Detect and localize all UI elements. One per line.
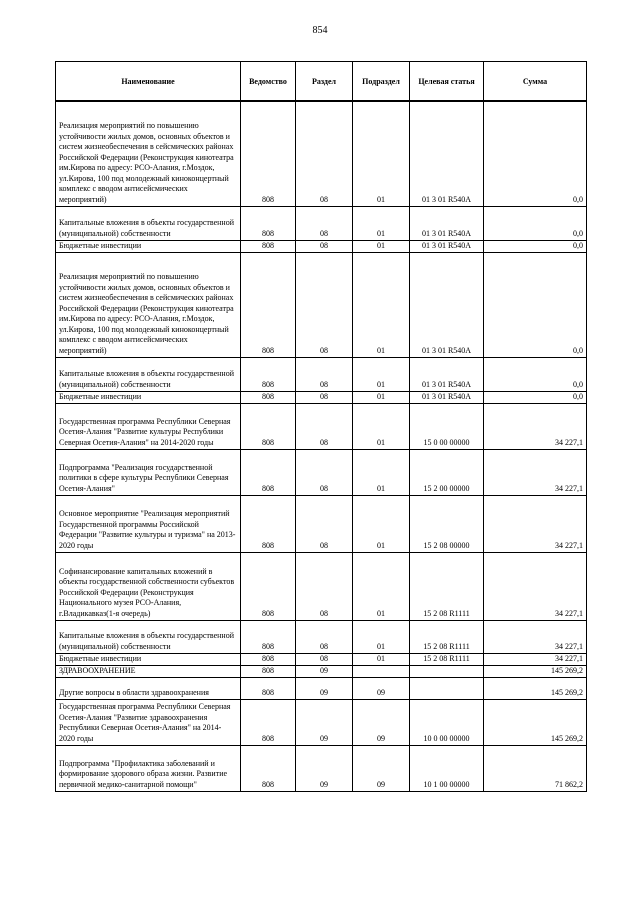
table-row: [56, 206, 587, 240]
row-podrazdel: 09: [353, 745, 410, 791]
row-name: Основное мероприятие "Реализация мероприятий Государственной программы Российской Федерации "Развитие культуры и туризма" на 2013-2020 годы: [56, 495, 241, 552]
row-podrazdel: 01: [353, 620, 410, 653]
table-row: [56, 665, 587, 677]
row-ved: 808: [241, 357, 296, 391]
table-row: [56, 495, 587, 552]
row-summa: 34 227,1: [484, 495, 587, 552]
row-razdel: 08: [296, 357, 353, 391]
row-razdel: 08: [296, 620, 353, 653]
row-name: Капитальные вложения в объекты государственной (муниципальной) собственности: [56, 206, 241, 240]
row-summa: 0,0: [484, 357, 587, 391]
row-name: ЗДРАВООХРАНЕНИЕ: [56, 665, 241, 677]
row-ved: 808: [241, 391, 296, 403]
row-ved: 808: [241, 677, 296, 699]
row-summa: 0,0: [484, 240, 587, 252]
row-podrazdel: 01: [353, 403, 410, 449]
budget-table: [55, 61, 587, 792]
row-cel: 15 2 08 R1111: [410, 653, 484, 665]
row-summa: 0,0: [484, 252, 587, 357]
page-number: 854: [312, 25, 328, 36]
row-razdel: 08: [296, 495, 353, 552]
row-ved: 808: [241, 665, 296, 677]
row-razdel: 08: [296, 240, 353, 252]
row-podrazdel: 01: [353, 552, 410, 620]
header-razdel: Раздел: [296, 62, 353, 102]
row-cel: 01 3 01 R540A: [410, 357, 484, 391]
table-row: [56, 699, 587, 745]
row-cel: 01 3 01 R540A: [410, 240, 484, 252]
row-razdel: 08: [296, 101, 353, 206]
row-summa: 0,0: [484, 206, 587, 240]
row-podrazdel: [353, 665, 410, 677]
row-ved: 808: [241, 206, 296, 240]
row-name: Софинансирование капитальных вложений в объекты государственной собственности субъектов Российской Федерации (Реконструкция Национального музея РСО-Алания, г.Владикавказ(1-я очередь): [56, 552, 241, 620]
row-razdel: 08: [296, 391, 353, 403]
row-summa: 0,0: [484, 101, 587, 206]
row-summa: 34 227,1: [484, 403, 587, 449]
row-name: Реализация мероприятий по повышению устойчивости жилых домов, основных объектов и систем жизнеобеспечения в сейсмических районах Российской Федерации (Реконструкция кинотеатра им.Кирова по адресу: РСО-Алания, г.Моздок, ул.Кирова, 100 под молодежный киноконцертный комплекс с вводом антисейсмических мероприятий): [56, 252, 241, 357]
row-razdel: 08: [296, 552, 353, 620]
row-razdel: 08: [296, 252, 353, 357]
row-name: Капитальные вложения в объекты государственной (муниципальной) собственности: [56, 620, 241, 653]
row-summa: 145 269,2: [484, 699, 587, 745]
row-cel: 15 2 08 R1111: [410, 620, 484, 653]
row-podrazdel: 01: [353, 391, 410, 403]
row-podrazdel: 01: [353, 240, 410, 252]
row-podrazdel: 01: [353, 252, 410, 357]
row-cel: [410, 677, 484, 699]
row-cel: 01 3 01 R540A: [410, 101, 484, 206]
table-row: [56, 252, 587, 357]
header-name: Наименование: [56, 62, 241, 102]
header-cel: Целевая статья: [410, 62, 484, 102]
row-cel: 15 2 08 R1111: [410, 552, 484, 620]
table-row: [56, 240, 587, 252]
row-name: Государственная программа Республики Северная Осетия-Алания "Развитие здравоохранения Республики Северная Осетия-Алания" на 2014-2020 годы: [56, 699, 241, 745]
row-summa: 34 227,1: [484, 620, 587, 653]
row-podrazdel: 01: [353, 653, 410, 665]
table-header-row: [56, 62, 587, 102]
row-summa: 34 227,1: [484, 552, 587, 620]
row-cel: 10 1 00 00000: [410, 745, 484, 791]
table-row: [56, 745, 587, 791]
table-row: [56, 620, 587, 653]
row-ved: 808: [241, 495, 296, 552]
row-razdel: 09: [296, 699, 353, 745]
table-row: [56, 357, 587, 391]
header-summa: Сумма: [484, 62, 587, 102]
row-razdel: 08: [296, 206, 353, 240]
row-name: Подпрограмма "Профилактика заболеваний и формирование здорового образа жизни. Развитие первичной медико-санитарной помощи": [56, 745, 241, 791]
row-razdel: 08: [296, 403, 353, 449]
row-name: Подпрограмма "Реализация государственной политики в сфере культуры Республики Северная Осетия-Алания": [56, 449, 241, 495]
row-summa: 34 227,1: [484, 653, 587, 665]
row-cel: 01 3 01 R540A: [410, 252, 484, 357]
row-ved: 808: [241, 403, 296, 449]
row-name: Бюджетные инвестиции: [56, 391, 241, 403]
row-cel: 15 2 08 00000: [410, 495, 484, 552]
row-name: Капитальные вложения в объекты государственной (муниципальной) собственности: [56, 357, 241, 391]
row-name: Бюджетные инвестиции: [56, 653, 241, 665]
row-razdel: 08: [296, 449, 353, 495]
row-podrazdel: 01: [353, 206, 410, 240]
row-ved: 808: [241, 449, 296, 495]
row-ved: 808: [241, 699, 296, 745]
row-razdel: 09: [296, 665, 353, 677]
row-ved: 808: [241, 240, 296, 252]
row-ved: 808: [241, 101, 296, 206]
row-razdel: 09: [296, 677, 353, 699]
row-cel: 10 0 00 00000: [410, 699, 484, 745]
table-row: [56, 677, 587, 699]
row-cel: 15 2 00 00000: [410, 449, 484, 495]
table-row: [56, 403, 587, 449]
row-ved: 808: [241, 620, 296, 653]
row-name: Другие вопросы в области здравоохранения: [56, 677, 241, 699]
row-razdel: 09: [296, 745, 353, 791]
table-row: [56, 449, 587, 495]
row-cel: 15 0 00 00000: [410, 403, 484, 449]
row-cel: 01 3 01 R540A: [410, 391, 484, 403]
row-name: Реализация мероприятий по повышению устойчивости жилых домов, основных объектов и систем жизнеобеспечения в сейсмических районах Российской Федерации (Реконструкция кинотеатра им.Кирова по адресу: РСО-Алания, г.Моздок, ул.Кирова, 100 под молодежный киноконцертный комплекс с вводом антисейсмических мероприятий): [56, 101, 241, 206]
row-podrazdel: 09: [353, 677, 410, 699]
table-row: [56, 101, 587, 206]
row-razdel: 08: [296, 653, 353, 665]
row-podrazdel: 01: [353, 101, 410, 206]
header-podrazdel: Подраздел: [353, 62, 410, 102]
row-ved: 808: [241, 745, 296, 791]
row-cel: 01 3 01 R540A: [410, 206, 484, 240]
row-podrazdel: 09: [353, 699, 410, 745]
row-summa: 71 862,2: [484, 745, 587, 791]
row-summa: 34 227,1: [484, 449, 587, 495]
table-row: [56, 653, 587, 665]
row-ved: 808: [241, 252, 296, 357]
table-row: [56, 552, 587, 620]
row-name: Государственная программа Республики Северная Осетия-Алания "Развитие культуры Республики Северная Осетия-Алания" на 2014-2020 годы: [56, 403, 241, 449]
row-podrazdel: 01: [353, 495, 410, 552]
table-row: [56, 391, 587, 403]
row-summa: 0,0: [484, 391, 587, 403]
row-ved: 808: [241, 653, 296, 665]
row-podrazdel: 01: [353, 449, 410, 495]
row-summa: 145 269,2: [484, 677, 587, 699]
row-name: Бюджетные инвестиции: [56, 240, 241, 252]
header-ved: Ведомство: [241, 62, 296, 102]
row-ved: 808: [241, 552, 296, 620]
row-cel: [410, 665, 484, 677]
row-podrazdel: 01: [353, 357, 410, 391]
row-summa: 145 269,2: [484, 665, 587, 677]
